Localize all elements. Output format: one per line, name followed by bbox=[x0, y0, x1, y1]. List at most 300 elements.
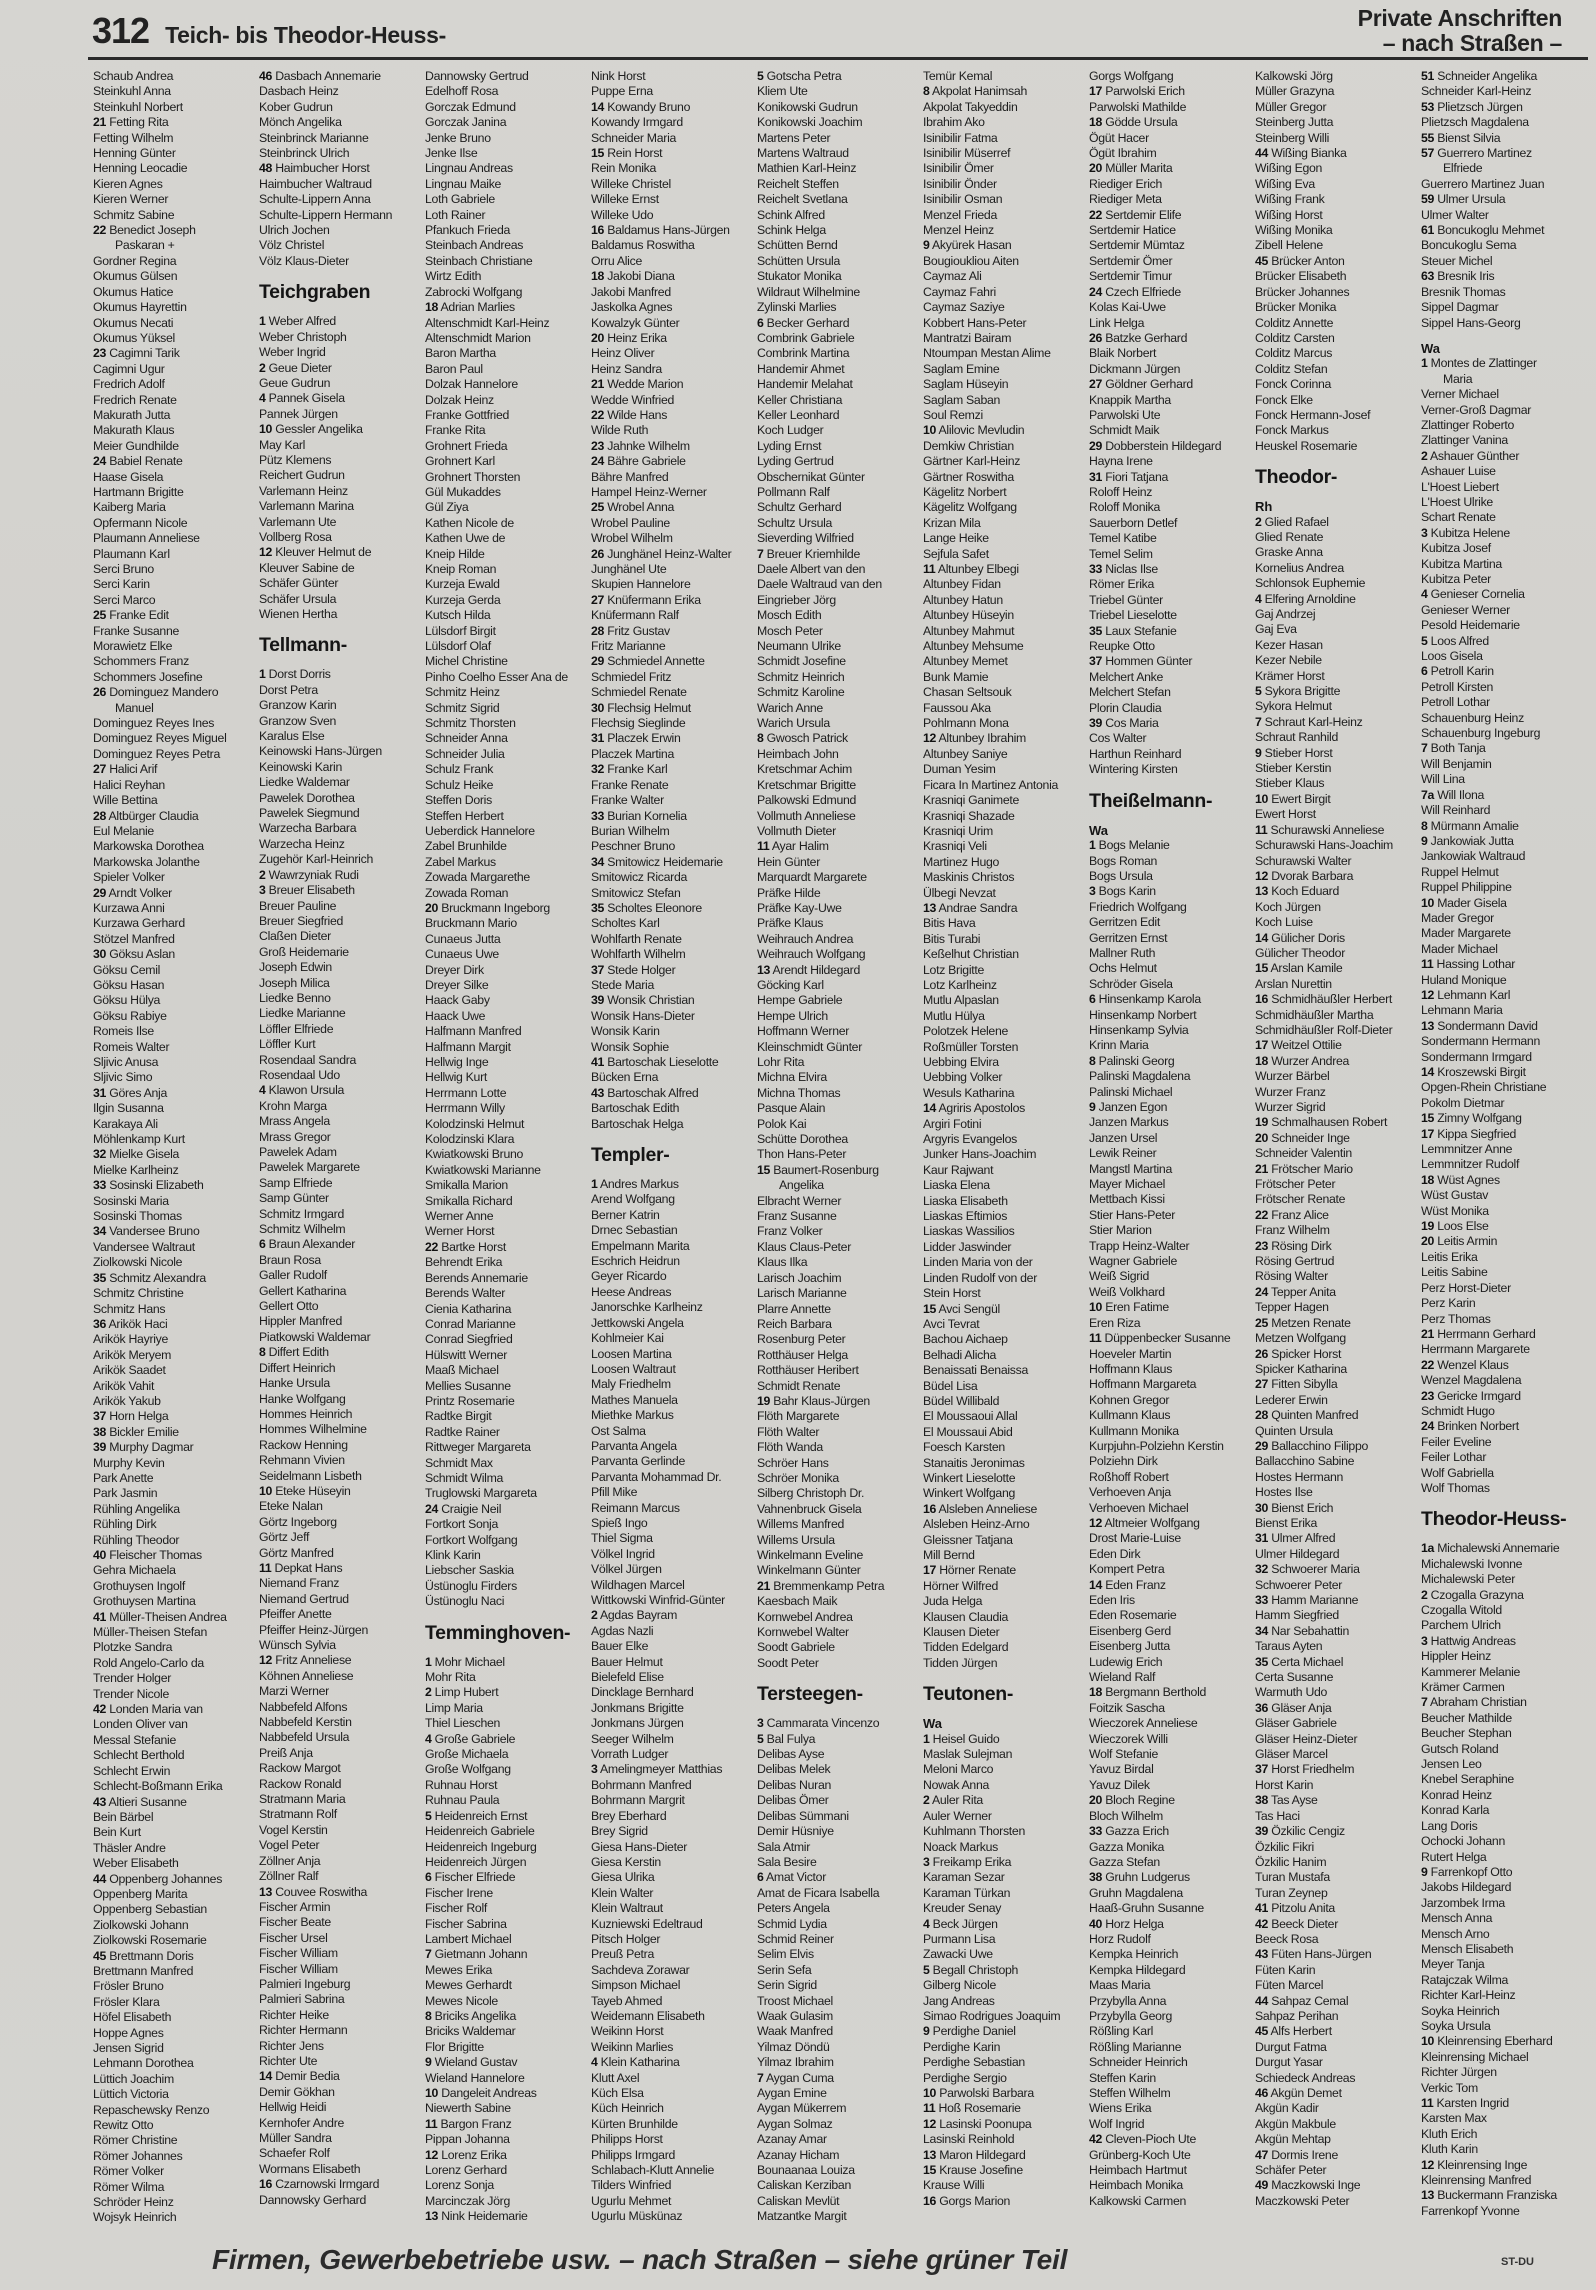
directory-entry: Fischer Irene bbox=[425, 1885, 493, 1900]
directory-entry: Palmieri Sabrina bbox=[259, 1992, 345, 2007]
directory-entry: Gorczak Edmund bbox=[425, 99, 516, 114]
house-number: 25 bbox=[591, 500, 605, 515]
directory-entry: Galler Rudolf bbox=[259, 1268, 327, 1283]
directory-column-2 bbox=[259, 69, 423, 2234]
directory-entry: Parwolski Mathilde bbox=[1089, 99, 1187, 114]
house-number: 13 bbox=[1255, 884, 1269, 899]
directory-entry: 8 Differt Edith bbox=[259, 1345, 329, 1360]
directory-entry: Richter Ute bbox=[259, 2053, 318, 2068]
page-title: Teich- bis Theodor-Heuss- bbox=[165, 22, 446, 48]
directory-entry: Serin Sefa bbox=[757, 1962, 812, 1977]
directory-entry: Fischer Ursel bbox=[259, 1930, 328, 1945]
house-number: 5 bbox=[1255, 684, 1262, 699]
directory-entry: Rewitz Otto bbox=[93, 2118, 154, 2133]
directory-entry: 9 Perdighe Daniel bbox=[923, 2024, 1016, 2039]
directory-entry: Sosinski Thomas bbox=[93, 1209, 182, 1224]
directory-entry: Arend Wolfgang bbox=[591, 1192, 675, 1207]
house-number: 12 bbox=[259, 1653, 273, 1668]
directory-entry: Ülbegi Nevzat bbox=[923, 885, 996, 900]
directory-entry: Bachou Aichaep bbox=[923, 1332, 1008, 1347]
directory-entry: Kezer Hasan bbox=[1255, 637, 1323, 652]
directory-entry: Radtke Rainer bbox=[425, 1424, 500, 1439]
directory-entry: Brücker Johannes bbox=[1255, 284, 1350, 299]
house-number: 22 bbox=[591, 407, 605, 422]
directory-entry: Graske Anna bbox=[1255, 545, 1323, 560]
directory-entry: Steinberg Willi bbox=[1255, 130, 1330, 145]
directory-entry: Göksu Rabiye bbox=[93, 1008, 167, 1023]
directory-entry: Löffler Elfriede bbox=[259, 1021, 334, 1036]
house-number: 1 bbox=[425, 1654, 432, 1669]
directory-entry: 10 Mader Gisela bbox=[1421, 895, 1507, 910]
house-number: 63 bbox=[1421, 269, 1435, 284]
directory-entry: Tayeb Ahmed bbox=[591, 1993, 663, 2008]
directory-entry: 1 Montes de Zlattinger bbox=[1421, 356, 1537, 371]
directory-column-9 bbox=[1421, 69, 1585, 2234]
directory-entry: Fredrich Adolf bbox=[93, 377, 165, 392]
directory-entry: Schurawski Hans-Joachim bbox=[1255, 838, 1393, 853]
directory-entry: Zabel Brunhilde bbox=[425, 839, 507, 854]
directory-entry: Hartmann Brigitte bbox=[93, 484, 184, 499]
directory-entry: Zowada Roman bbox=[425, 885, 509, 900]
directory-entry: Bartoschak Helga bbox=[591, 1116, 684, 1131]
house-number: 41 bbox=[93, 1609, 107, 1624]
directory-entry: Mensch Anna bbox=[1421, 1911, 1493, 1926]
directory-entry: Bauer Elke bbox=[591, 1639, 649, 1654]
house-number: 10 bbox=[923, 423, 937, 438]
directory-entry: Müller Grazyna bbox=[1255, 84, 1335, 99]
directory-entry: Klausen Claudia bbox=[923, 1609, 1009, 1624]
directory-entry: Schauenburg Ingeburg bbox=[1421, 726, 1541, 741]
directory-entry: 45 Brettmann Doris bbox=[93, 1948, 194, 1963]
directory-entry: Winkert Wolfgang bbox=[923, 1486, 1016, 1501]
directory-entry: Jensen Leo bbox=[1421, 1757, 1482, 1772]
directory-entry: Krasniqi Urim bbox=[923, 823, 993, 838]
directory-entry: Lülsdorf Olaf bbox=[425, 639, 491, 654]
house-number: 51 bbox=[1421, 69, 1435, 83]
house-number: 6 bbox=[757, 315, 764, 330]
directory-entry: Willems Ursula bbox=[757, 1532, 835, 1547]
directory-entry: 4 Klein Katharina bbox=[591, 2055, 680, 2070]
directory-entry: Parvanta Angela bbox=[591, 1438, 677, 1453]
directory-entry: Kolas Kai-Uwe bbox=[1089, 300, 1166, 315]
directory-entry: 36 Arikök Haci bbox=[93, 1316, 168, 1331]
directory-entry: Richter Heike bbox=[259, 2007, 329, 2022]
directory-entry: Schmitz Heinz bbox=[425, 685, 500, 700]
house-number: 11 bbox=[923, 2101, 936, 2116]
directory-entry: Park Jasmin bbox=[93, 1486, 158, 1501]
directory-entry: Franz Volker bbox=[757, 1224, 823, 1239]
house-number: 15 bbox=[923, 2163, 937, 2178]
directory-entry: Brücker Elisabeth bbox=[1255, 269, 1347, 284]
directory-entry: Richter Jürgen bbox=[1421, 2065, 1497, 2080]
directory-entry: Boncukoglu Sema bbox=[1421, 238, 1517, 253]
directory-entry: 1 Dorst Dorris bbox=[259, 667, 331, 682]
directory-entry: Miethke Markus bbox=[591, 1408, 674, 1423]
directory-entry: Lidder Jaswinder bbox=[923, 1239, 1012, 1254]
directory-entry: Warich Anne bbox=[757, 700, 823, 715]
directory-entry: Wohlfarth Wilhelm bbox=[591, 947, 686, 962]
house-number: 4 bbox=[425, 1731, 432, 1746]
directory-entry: Meier Gundhilde bbox=[93, 438, 179, 453]
directory-entry: 25 Wrobel Anna bbox=[591, 500, 675, 515]
house-number: 11 bbox=[923, 562, 936, 576]
directory-entry: Bloch Wilhelm bbox=[1089, 1808, 1164, 1823]
directory-entry: Müller Sandra bbox=[259, 2131, 332, 2145]
directory-entry: Dolzak Hannelore bbox=[425, 377, 518, 392]
house-number: 7 bbox=[757, 2070, 764, 2085]
directory-entry: Römer Erika bbox=[1089, 577, 1155, 592]
directory-entry: 18 Jakobi Diana bbox=[591, 269, 675, 284]
directory-entry: Wohlfarth Renate bbox=[591, 931, 682, 946]
house-number: 1 bbox=[591, 1177, 598, 1192]
directory-entry: Koch Luise bbox=[1255, 915, 1313, 930]
directory-entry: 57 Guerrero Martinez bbox=[1421, 146, 1532, 161]
house-number: 8 bbox=[1421, 818, 1428, 833]
house-number: 13 bbox=[757, 962, 771, 977]
directory-entry: Altenschmidt Marion bbox=[425, 330, 531, 345]
directory-entry: 23 Jahnke Wilhelm bbox=[591, 438, 690, 453]
page-number: 312 bbox=[92, 10, 150, 51]
directory-entry: 42 Londen Maria van bbox=[93, 1702, 203, 1717]
house-number: 39 bbox=[591, 993, 605, 1008]
house-number: 10 bbox=[1255, 791, 1269, 806]
directory-entry: Lorenz Gerhard bbox=[425, 2163, 507, 2178]
directory-entry: Maaß Michael bbox=[425, 1363, 499, 1378]
directory-entry: Görtz Ingeborg bbox=[259, 1514, 337, 1529]
header-right-line2: – nach Straßen – bbox=[1382, 30, 1562, 56]
directory-entry: Ruhnau Paula bbox=[425, 1793, 500, 1808]
house-number: 2 bbox=[259, 867, 266, 882]
house-number: 27 bbox=[93, 762, 107, 777]
directory-entry: Maczkowski Peter bbox=[1255, 2193, 1350, 2208]
directory-entry: Sertdemir Ömer bbox=[1089, 253, 1173, 268]
house-number: 4 bbox=[259, 391, 266, 406]
directory-entry: Lorenz Sonja bbox=[425, 2178, 494, 2193]
directory-entry: Isinibilir Müserref bbox=[923, 146, 1011, 161]
directory-entry: Pawelek Dorothea bbox=[259, 790, 355, 805]
directory-entry: Özkilic Hanim bbox=[1255, 1854, 1327, 1869]
entry-continuation: Angelika bbox=[779, 1178, 824, 1193]
directory-entry: Kathen Nicole de bbox=[425, 515, 514, 530]
directory-entry: Dannowsky Gerhard bbox=[259, 2192, 366, 2207]
directory-entry: 3 Bogs Karin bbox=[1089, 884, 1156, 899]
directory-entry: Große Michaela bbox=[425, 1747, 509, 1762]
directory-entry: Reupke Otto bbox=[1089, 639, 1155, 654]
house-number: 5 bbox=[425, 1808, 432, 1823]
entry-continuation: Elfriede bbox=[1443, 161, 1483, 176]
directory-entry: Altunbey Mahmut bbox=[923, 623, 1015, 638]
house-number: 13 bbox=[259, 1884, 273, 1899]
directory-entry: Winkelmann Günter bbox=[757, 1563, 861, 1578]
directory-entry: 11 Ayar Halim bbox=[757, 839, 829, 854]
directory-entry: Sljivic Anusa bbox=[93, 1055, 159, 1069]
directory-entry: Weihrauch Wolfgang bbox=[757, 947, 866, 962]
house-number: 36 bbox=[93, 1316, 107, 1331]
directory-entry: Mangstl Martina bbox=[1089, 1161, 1172, 1176]
directory-entry: Michna Thomas bbox=[757, 1085, 841, 1100]
directory-entry: Kolodzinski Klara bbox=[425, 1132, 515, 1147]
district-label: Wa bbox=[1421, 340, 1441, 356]
directory-entry: 14 Agriris Apostolos bbox=[923, 1101, 1026, 1116]
directory-entry: 1a Michalewski Annemarie bbox=[1421, 1541, 1560, 1556]
house-number: 23 bbox=[93, 346, 107, 361]
directory-entry: Große Wolfgang bbox=[425, 1762, 511, 1777]
directory-entry: Michel Christine bbox=[425, 654, 508, 669]
directory-entry: Römer Christine bbox=[93, 2133, 178, 2148]
directory-entry: Perdighe Sergio bbox=[923, 2070, 1007, 2085]
directory-entry: Frösler Klara bbox=[93, 1994, 160, 2009]
house-number: 27 bbox=[1255, 1377, 1269, 1392]
directory-entry: 25 Franke Edit bbox=[93, 608, 169, 623]
directory-entry: Gül Ziya bbox=[425, 500, 469, 515]
directory-entry: Serci Marco bbox=[93, 592, 156, 607]
house-number: 16 bbox=[591, 223, 605, 238]
directory-entry: Schröer Monika bbox=[757, 1470, 839, 1485]
directory-entry: Pfill Mike bbox=[591, 1485, 638, 1500]
directory-entry: Martens Peter bbox=[757, 130, 831, 145]
directory-entry: 1 Bogs Melanie bbox=[1089, 838, 1170, 853]
directory-entry: Herrmann Lotte bbox=[425, 1085, 507, 1100]
directory-entry: Tilders Winfried bbox=[591, 2178, 672, 2193]
directory-entry: Wille Bettina bbox=[93, 793, 158, 808]
house-number: 16 bbox=[1255, 992, 1269, 1007]
directory-entry: Müller Gregor bbox=[1255, 99, 1327, 114]
house-number: 30 bbox=[1255, 1500, 1269, 1515]
directory-entry: 21 Wedde Marion bbox=[591, 377, 684, 392]
directory-entry: Rein Monika bbox=[591, 161, 657, 176]
directory-entry: Saglam Hüseyin bbox=[923, 377, 1009, 392]
footer-region-code: ST-DU bbox=[1501, 2256, 1534, 2268]
house-number: 7 bbox=[1255, 714, 1262, 729]
directory-entry: 32 Franke Karl bbox=[591, 762, 668, 777]
directory-entry: 13 Couvee Roswitha bbox=[259, 1884, 368, 1899]
directory-entry: Niewerth Sabine bbox=[425, 2101, 511, 2116]
directory-entry: 4 Genieser Cornelia bbox=[1421, 587, 1525, 602]
directory-entry: Dickmann Jürgen bbox=[1089, 361, 1181, 376]
directory-entry: Zawacki Uwe bbox=[923, 1947, 993, 1962]
house-number: 7 bbox=[1421, 1695, 1428, 1710]
directory-entry: Richter Jens bbox=[259, 2038, 324, 2053]
directory-entry: Mayer Michael bbox=[1089, 1177, 1166, 1192]
directory-entry: Daele Albert van den bbox=[757, 562, 866, 576]
house-number: 20 bbox=[1089, 1793, 1103, 1808]
directory-entry: Zlattinger Roberto bbox=[1421, 417, 1515, 432]
directory-entry: Serin Sigrid bbox=[757, 1978, 817, 1993]
directory-entry: 5 Bal Fulya bbox=[757, 1731, 816, 1746]
directory-entry: Völz Klaus-Dieter bbox=[259, 253, 349, 268]
directory-entry: Demir Gökhan bbox=[259, 2084, 335, 2099]
directory-entry: Göksu Hülya bbox=[93, 993, 161, 1008]
directory-entry: Dominguez Reyes Ines bbox=[93, 716, 215, 731]
directory-entry: Rösing Gertrud bbox=[1255, 1254, 1335, 1269]
house-number: 48 bbox=[259, 161, 273, 176]
directory-entry: Isinibilir Osman bbox=[923, 192, 1003, 207]
directory-entry: Geyer Ricardo bbox=[591, 1269, 667, 1284]
directory-entry: Wolf Gabriella bbox=[1421, 1465, 1494, 1480]
directory-entry: Przybylla Georg bbox=[1089, 2008, 1172, 2023]
directory-entry: Kürten Brunhilde bbox=[591, 2116, 678, 2131]
directory-entry: Konikowski Gudrun bbox=[757, 99, 858, 114]
directory-entry: May Karl bbox=[259, 437, 306, 452]
directory-entry: Steinbach Andreas bbox=[425, 238, 524, 253]
house-number: 45 bbox=[93, 1948, 107, 1963]
directory-entry: Mohr Rita bbox=[425, 1670, 476, 1685]
directory-entry: Saglam Saban bbox=[923, 392, 1001, 407]
house-number: 3 bbox=[591, 1762, 598, 1777]
house-number: 37 bbox=[1255, 1762, 1269, 1777]
directory-entry: Mader Michael bbox=[1421, 941, 1498, 956]
directory-entry: Liaska Elisabeth bbox=[923, 1193, 1008, 1208]
directory-entry: 8 Briciks Angelika bbox=[425, 2008, 516, 2023]
directory-entry: Hoffmann Klaus bbox=[1089, 1361, 1173, 1376]
street-heading: Theodor-Heuss- bbox=[1421, 1508, 1567, 1531]
directory-entry: 16 Gorgs Marion bbox=[923, 2193, 1011, 2208]
directory-entry: Londen Oliver van bbox=[93, 1717, 188, 1732]
directory-entry: Demir Hüsniye bbox=[757, 1824, 834, 1839]
directory-entry: Makurath Jutta bbox=[93, 407, 171, 422]
directory-entry: Flöth Walter bbox=[757, 1424, 820, 1439]
directory-entry: Leitis Sabine bbox=[1421, 1265, 1488, 1280]
directory-entry: 18 Gödde Ursula bbox=[1089, 115, 1178, 130]
directory-entry: Kneip Hilde bbox=[425, 546, 485, 561]
directory-entry: 39 Murphy Dagmar bbox=[93, 1440, 194, 1455]
directory-entry: Petroll Lothar bbox=[1421, 695, 1490, 710]
directory-entry: Lingnau Maike bbox=[425, 176, 502, 191]
directory-entry: 4 Elfering Arnoldine bbox=[1255, 591, 1356, 606]
directory-entry: Hoffmann Margareta bbox=[1089, 1377, 1197, 1392]
street-heading: Temminghoven- bbox=[425, 1621, 571, 1644]
directory-entry: Gorczak Janina bbox=[425, 115, 507, 130]
page-header-left bbox=[92, 10, 446, 52]
directory-entry: Koch Jürgen bbox=[1255, 899, 1321, 914]
directory-entry: Verhoeven Michael bbox=[1089, 1500, 1189, 1515]
directory-entry: Ulrich Jochen bbox=[259, 223, 330, 238]
directory-entry: 63 Bresnik Iris bbox=[1421, 269, 1495, 284]
directory-entry: Varlemann Ute bbox=[259, 514, 337, 529]
directory-entry: Demkiw Christian bbox=[923, 438, 1014, 453]
directory-entry: Murphy Kevin bbox=[93, 1455, 165, 1470]
house-number: 16 bbox=[923, 2193, 937, 2208]
directory-entry: Gellert Otto bbox=[259, 1299, 319, 1314]
directory-entry: 13 Maron Hildegard bbox=[923, 2147, 1026, 2162]
directory-entry: Przybylla Anna bbox=[1089, 1993, 1167, 2008]
directory-entry: Agdas Nazli bbox=[591, 1623, 654, 1638]
directory-entry: Simao Rodrigues Joaquim bbox=[923, 2008, 1061, 2023]
directory-entry: Park Anette bbox=[93, 1470, 154, 1485]
directory-entry: Kneip Roman bbox=[425, 562, 497, 576]
directory-entry: Eren Riza bbox=[1089, 1315, 1141, 1330]
directory-entry: Braun Rosa bbox=[259, 1252, 321, 1267]
house-number: 20 bbox=[425, 900, 439, 915]
house-number: 42 bbox=[1255, 1916, 1269, 1931]
directory-column-4 bbox=[591, 69, 755, 2234]
directory-entry: 27 Göldner Gerhard bbox=[1089, 377, 1193, 392]
directory-entry: Fischer William bbox=[259, 1946, 338, 1961]
directory-entry: Büdel Lisa bbox=[923, 1378, 978, 1393]
directory-entry: Yavuz Birdal bbox=[1089, 1762, 1154, 1777]
district-label: Wa bbox=[923, 1716, 943, 1732]
directory-entry: 11 Karsten Ingrid bbox=[1421, 2096, 1509, 2110]
directory-entry: 3 Freikamp Erika bbox=[923, 1854, 1012, 1869]
directory-column-7 bbox=[1089, 69, 1253, 2234]
house-number: 16 bbox=[923, 1501, 937, 1516]
directory-entry: Wildhagen Marcel bbox=[591, 1577, 685, 1592]
directory-entry: Parwolski Ute bbox=[1089, 407, 1161, 422]
directory-entry: Völz Christel bbox=[259, 238, 325, 253]
directory-entry: Stier Marion bbox=[1089, 1223, 1152, 1238]
directory-entry: 15 Krause Josefine bbox=[923, 2163, 1023, 2178]
directory-entry: Kohnen Gregor bbox=[1089, 1392, 1170, 1407]
directory-entry: Brey Eberhard bbox=[591, 1808, 667, 1823]
directory-entry: 48 Haimbucher Horst bbox=[259, 161, 370, 176]
directory-entry: Wildraut Wilhelmine bbox=[757, 284, 860, 299]
directory-entry: Gaj Andrzej bbox=[1255, 607, 1316, 621]
house-number: 57 bbox=[1421, 146, 1435, 161]
directory-entry: Soodt Gabriele bbox=[757, 1640, 835, 1655]
directory-column-5 bbox=[757, 69, 921, 2234]
directory-entry: 43 Altieri Susanne bbox=[93, 1794, 187, 1809]
directory-entry: Weidemann Elisabeth bbox=[591, 2008, 705, 2023]
directory-entry: Conrad Siegfried bbox=[425, 1332, 513, 1347]
directory-entry: 41 Pitzolu Anita bbox=[1255, 1901, 1335, 1916]
directory-entry: Duman Yesim bbox=[923, 762, 996, 777]
directory-entry: Franke Susanne bbox=[93, 623, 180, 638]
directory-entry: Gaj Eva bbox=[1255, 622, 1297, 637]
directory-entry: Schmidhäußler Rolf-Dieter bbox=[1255, 1022, 1393, 1037]
house-number: 13 bbox=[1421, 2188, 1435, 2203]
directory-entry: Schäfer Günter bbox=[259, 576, 339, 591]
directory-entry: 31 Placzek Erwin bbox=[591, 731, 681, 746]
directory-entry: Mensch Elisabeth bbox=[1421, 1941, 1514, 1956]
directory-entry: Werner Anne bbox=[425, 1209, 494, 1224]
directory-entry: Kammerer Melanie bbox=[1421, 1664, 1521, 1679]
directory-entry: Michalewski Peter bbox=[1421, 1572, 1515, 1587]
directory-entry: 34 Smitowicz Heidemarie bbox=[591, 854, 723, 869]
directory-entry: Willems Manfred bbox=[757, 1517, 845, 1532]
house-number: 8 bbox=[259, 1345, 266, 1360]
directory-entry: Markowska Dorothea bbox=[93, 839, 204, 854]
directory-entry: 24 Tepper Anita bbox=[1255, 1284, 1336, 1299]
directory-entry: Klausen Dieter bbox=[923, 1625, 1000, 1640]
house-number: 11 bbox=[425, 2116, 438, 2131]
directory-entry: Jonkmans Jürgen bbox=[591, 1716, 684, 1731]
directory-entry: Willeke Ernst bbox=[591, 192, 659, 207]
directory-entry: Mantratzi Bairam bbox=[923, 330, 1012, 345]
directory-entry: Kober Gudrun bbox=[259, 99, 333, 114]
directory-entry: Arikök Vahit bbox=[93, 1378, 155, 1393]
house-number: 4 bbox=[923, 1916, 930, 1931]
directory-entry: 11 Bargon Franz bbox=[425, 2116, 512, 2131]
directory-entry: Krohn Marga bbox=[259, 1098, 327, 1113]
directory-entry: Czogalla Witold bbox=[1421, 1603, 1502, 1617]
directory-entry: Kempka Hildegard bbox=[1089, 1962, 1186, 1977]
directory-entry: Alsleben Heinz-Arno bbox=[923, 1517, 1030, 1532]
house-number: 26 bbox=[1089, 330, 1103, 345]
directory-entry: Oppenberg Marita bbox=[93, 1886, 188, 1901]
directory-entry: Schraut Ranhild bbox=[1255, 730, 1338, 745]
directory-entry: 29 Schmiedel Annette bbox=[591, 654, 705, 669]
directory-entry: Schneider Heinrich bbox=[1089, 2055, 1188, 2070]
directory-entry: 17 Parwolski Erich bbox=[1089, 84, 1185, 99]
directory-entry: Schmitz Karoline bbox=[757, 685, 845, 700]
house-number: 11 bbox=[1421, 957, 1434, 972]
directory-entry: 14 Kowandy Bruno bbox=[591, 99, 691, 114]
directory-entry: Grünberg-Koch Ute bbox=[1089, 2147, 1191, 2162]
directory-entry: Altunbey Mehsume bbox=[923, 639, 1024, 654]
directory-entry: 44 Wißing Bianka bbox=[1255, 146, 1347, 161]
directory-entry: Hörner Wilfred bbox=[923, 1578, 999, 1593]
directory-entry: Mewes Nicole bbox=[425, 1993, 498, 2008]
